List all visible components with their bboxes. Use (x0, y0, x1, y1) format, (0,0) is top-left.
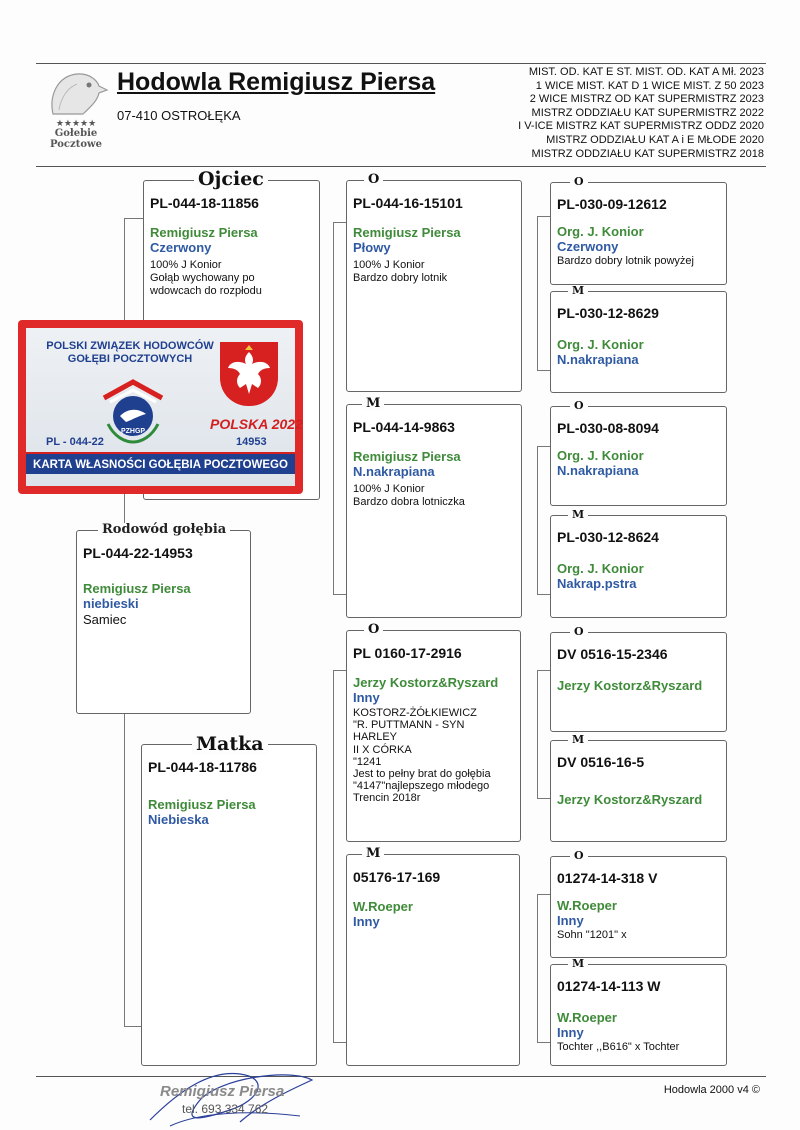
mm-ring: 05176-17-169 (353, 869, 441, 885)
achievement-item: MISTRZ ODDZIAŁU KAT SUPERMISTRZ 2018 (531, 147, 764, 160)
ffm-color: N.nakrapiana (557, 352, 639, 367)
subject-color: niebieski (83, 596, 139, 611)
subject-sex: Samiec (83, 612, 127, 627)
mother-ring: PL-044-18-11786 (148, 759, 257, 775)
mmf-breeder: W.Roeper (557, 898, 617, 913)
mother-label: Matka (192, 735, 268, 754)
ffm-sex-label: M (568, 285, 588, 296)
connector (537, 670, 551, 671)
connector (333, 222, 334, 594)
breeder-title: Hodowla Remigiusz Piersa (117, 68, 436, 96)
mm-box (346, 854, 520, 1066)
ff-notes (353, 259, 515, 285)
father-ring: PL-044-18-11856 (150, 195, 259, 211)
mf-box (346, 630, 521, 842)
footer-breeder-name: Remigiusz Piersa (160, 1083, 285, 1100)
mmm-note: Tochter ,,B616" x Tochter (557, 1041, 680, 1053)
mf-breeder: Jerzy Kostorz&Ryszard (353, 675, 499, 690)
fmf-ring: PL-030-08-8094 (557, 420, 659, 436)
header-bottom-rule (36, 166, 766, 167)
note-line: Jest to pełny brat do gołębia (353, 768, 491, 781)
father-color: Czerwony (150, 240, 212, 255)
fff-color: Czerwony (557, 239, 619, 254)
note-line: II X CÓRKA (353, 743, 412, 756)
pigeon-head-icon (43, 66, 109, 118)
mfm-breeder: Jerzy Kostorz&Ryszard (557, 792, 703, 807)
connector (537, 446, 551, 447)
connector (537, 1042, 551, 1043)
ownership-card (18, 320, 303, 494)
note-line: HARLEY (353, 731, 398, 744)
connector (333, 1042, 347, 1043)
ff-breeder: Remigiusz Piersa (353, 225, 461, 240)
fmm-breeder: Org. J. Konior (557, 561, 644, 576)
footer-software: Hodowla 2000 v4 © (663, 1084, 760, 1096)
connector (333, 670, 334, 1042)
card-title (40, 340, 220, 366)
mmm-ring: 01274-14-113 W (557, 978, 661, 994)
father-notes (150, 259, 313, 298)
mother-color: Niebieska (148, 812, 209, 827)
father-label: Ojciec (194, 170, 268, 189)
note-line: "R. PUTTMANN - SYN (353, 719, 465, 732)
mfm-box (550, 740, 727, 842)
note-line: Gołąb wychowany po (150, 272, 255, 284)
achievement-item: 1 WICE MIST. KAT D 1 WICE MIST. Z 50 2023 (535, 79, 764, 92)
footer-phone: tel. 693 334 762 (182, 1102, 269, 1116)
mm-breeder: W.Roeper (353, 899, 413, 914)
pedigree-label: Rodowód gołębia (98, 523, 230, 536)
mmf-color: Inny (557, 913, 584, 928)
father-breeder: Remigiusz Piersa (150, 225, 258, 240)
fm-color: N.nakrapiana (353, 464, 435, 479)
achievement-item: MISTRZ ODDZIAŁU KAT A i E MŁODE 2020 (546, 133, 764, 146)
note-line: wdowcach do rozpłodu (150, 285, 262, 297)
fmm-color: Nakrap.pstra (557, 576, 637, 591)
fmf-sex-label: O (570, 400, 588, 411)
mfm-ring: DV 0516-16-5 (557, 754, 645, 770)
pzhgp-emblem-icon (98, 376, 168, 446)
achievement-item: MISTRZ ODDZIAŁU KAT SUPERMISTRZ 2022 (531, 106, 764, 119)
mmm-box (550, 964, 727, 1066)
connector (124, 714, 125, 1026)
fmm-box (550, 515, 727, 618)
connector (537, 594, 551, 595)
eagle-coat-of-arms-icon (220, 342, 278, 406)
connector (537, 670, 538, 798)
fm-breeder: Remigiusz Piersa (353, 449, 461, 464)
card-title-line-1: POLSKI ZWIĄZEK HODOWCÓW (46, 340, 214, 352)
fmf-color: N.nakrapiana (557, 463, 639, 478)
mf-color: Inny (353, 690, 380, 705)
connector (537, 894, 538, 1042)
connector (537, 446, 538, 594)
connector (124, 218, 144, 219)
mm-color: Inny (353, 914, 380, 929)
note-line: "1241 (353, 755, 382, 768)
stars-icon: ★★★★★ (55, 118, 97, 128)
fff-ring: PL-030-09-12612 (557, 196, 667, 212)
connector (537, 370, 551, 371)
mf-notes (353, 707, 514, 805)
mother-box (141, 744, 317, 1066)
note-line: 100% J Konior (353, 483, 425, 495)
header-top-rule (36, 63, 766, 64)
fff-box (550, 182, 727, 285)
note-line: "4147"najlepszego młodego (353, 780, 490, 793)
ffm-breeder: Org. J. Konior (557, 337, 644, 352)
fm-sex-label: M (362, 397, 384, 410)
fmf-breeder: Org. J. Konior (557, 448, 644, 463)
fff-sex-label: O (570, 176, 588, 187)
mff-breeder: Jerzy Kostorz&Ryszard (557, 678, 703, 693)
connector (537, 216, 538, 370)
card-ring-number: 14953 (236, 436, 267, 448)
connector (333, 222, 347, 223)
card-country: POLSKA 2022 (210, 416, 303, 432)
mf-ring: PL 0160-17-2916 (353, 645, 462, 661)
subject-box (76, 530, 251, 714)
mff-sex-label: O (570, 626, 588, 637)
mf-sex-label: O (364, 623, 383, 636)
fmm-ring: PL-030-12-8624 (557, 529, 659, 545)
mmm-breeder: W.Roeper (557, 1010, 617, 1025)
note-line: Bardzo dobry lotnik (353, 272, 448, 284)
fm-box (346, 404, 522, 618)
achievement-item: I V-ICE MISTRZ KAT SUPERMISTRZ ODDZ 2020 (518, 120, 764, 133)
mmm-color: Inny (557, 1025, 584, 1040)
mff-box (550, 632, 727, 732)
connector (537, 798, 551, 799)
ffm-ring: PL-030-12-8629 (557, 305, 659, 321)
ff-sex-label: O (364, 173, 383, 186)
card-inner (26, 328, 303, 486)
fff-note: Bardzo dobry lotnik powyżej (557, 255, 694, 267)
fff-breeder: Org. J. Konior (557, 224, 644, 239)
connector (537, 216, 551, 217)
subject-ring: PL-044-22-14953 (83, 545, 193, 561)
card-ring-prefix: PL - 044-22 (46, 436, 104, 448)
fmm-sex-label: M (568, 509, 588, 520)
connector (333, 670, 347, 671)
card-title-line-2: GOŁĘBI POCZTOWYCH (67, 353, 193, 365)
mm-sex-label: M (362, 847, 384, 860)
ffm-box (550, 291, 727, 393)
mmf-ring: 01274-14-318 V (557, 870, 658, 886)
mmf-box (550, 856, 727, 958)
achievement-item: MIST. OD. KAT E ST. MIST. OD. KAT A Mł. 2023 (528, 66, 764, 78)
connector (124, 1026, 142, 1027)
ff-box (346, 180, 522, 392)
ff-color: Płowy (353, 240, 391, 255)
mmf-sex-label: O (570, 850, 588, 861)
note-line: KOSTORZ-ŻÓŁKIEWICZ (353, 707, 477, 719)
note-line: 100% J Konior (150, 259, 222, 271)
mmm-sex-label: M (568, 958, 588, 969)
mother-breeder: Remigiusz Piersa (148, 797, 256, 812)
fm-notes (353, 483, 515, 509)
mff-ring: DV 0516-15-2346 (557, 646, 668, 662)
fmf-box (550, 406, 727, 506)
note-line: Trencin 2018r (353, 792, 421, 805)
note-line: 100% J Konior (353, 259, 425, 271)
mfm-sex-label: M (568, 734, 588, 745)
association-logo (40, 66, 112, 162)
achievements-list (518, 66, 764, 161)
ff-ring: PL-044-16-15101 (353, 195, 463, 211)
emblem-text: PZHGP (120, 428, 146, 435)
logo-line-1: Gołebie (54, 128, 98, 139)
note-line: Bardzo dobra lotniczka (353, 496, 465, 508)
fm-ring: PL-044-14-9863 (353, 419, 455, 435)
mmf-note: Sohn "1201" x (557, 929, 627, 941)
connector (537, 894, 551, 895)
logo-line-2: Pocztowe (50, 139, 102, 150)
subject-breeder: Remigiusz Piersa (83, 581, 191, 596)
card-band: KARTA WŁASNOŚCI GOŁĘBIA POCZTOWEGO (26, 452, 295, 474)
achievement-item: 2 WICE MISTRZ OD KAT SUPERMISTRZ 2023 (529, 93, 764, 106)
breeder-address: 07-410 OSTROŁĘKA (117, 108, 241, 123)
connector (333, 594, 347, 595)
